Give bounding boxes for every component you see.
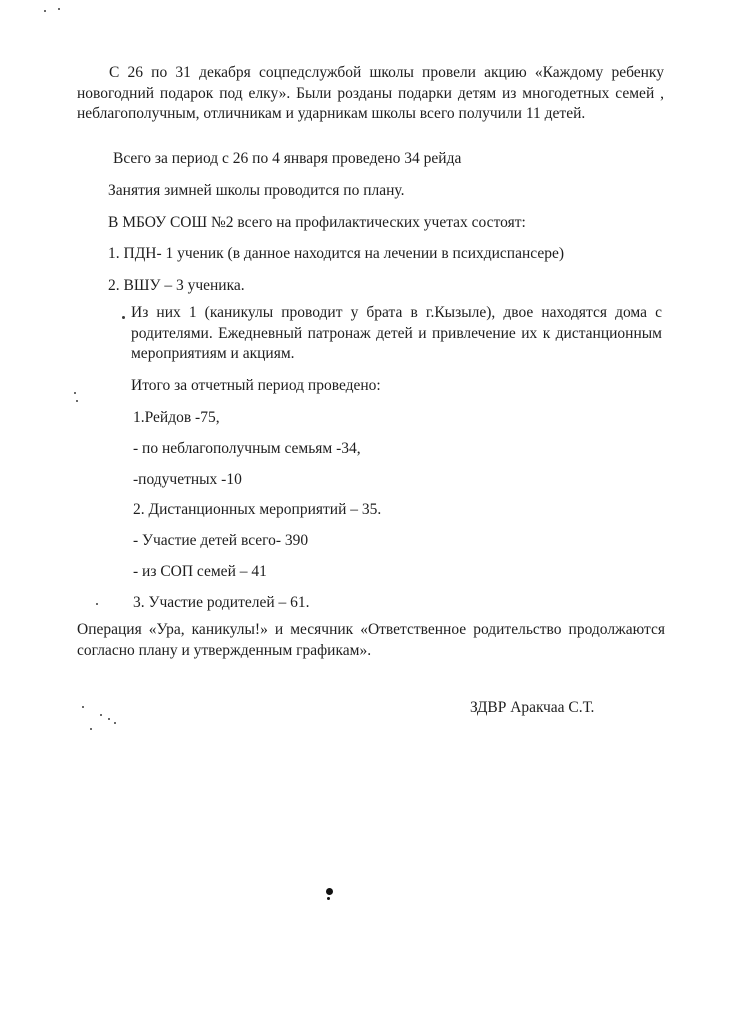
raids-total: Всего за период с 26 по 4 января проведено 34 рейда [113,150,462,167]
scan-speck [58,8,60,10]
summary-item: 3. Участие родителей – 61. [133,594,310,611]
scan-speck [326,888,333,895]
scan-speck [74,392,76,394]
summary-item: 2. Дистанционных мероприятий – 35. [133,501,382,518]
registration-header: В МБОУ СОШ №2 всего на профилактических учетах состоят: [108,214,526,231]
scan-speck [82,706,84,708]
summary-item: - по неблагополучным семьям -34, [133,440,361,457]
winter-school-note: Занятия зимней школы проводится по плану. [108,182,405,199]
registration-item: 2. ВШУ – 3 ученика. [108,277,245,294]
scan-speck [90,728,92,730]
scan-speck [108,718,110,720]
closing-paragraph: Операция «Ура, каникулы!» и месячник «Ответственное родительство продолжаются согласно плану и утвержденным графикам». [77,621,665,659]
scan-speck [100,714,102,716]
signature: ЗДВР Аракчаа С.Т. [470,699,595,716]
scan-speck [44,10,46,12]
intro-paragraph: С 26 по 31 декабря соцпедслужбой школы провели акцию «Каждому ребенку новогодний подарок под елку». Были розданы подарки детям из многодетных семей , неблагополучным, отличникам и ударникам школы всего получили 11 детей. [77,64,664,122]
scan-speck [122,316,125,319]
scan-speck [76,400,78,402]
vshu-details: Из них 1 (каникулы проводит у брата в г.Кызыле), двое находятся дома с родителями. Ежедневный патронаж детей и привлечение их к дистанционным мероприятиям и акциям. [131,304,662,362]
scan-speck [327,897,330,900]
scan-speck [114,722,116,724]
summary-item: - Участие детей всего- 390 [133,532,309,549]
summary-item: - из СОП семей – 41 [133,563,267,580]
scan-speck [96,603,98,605]
summary-item: -подучетных -10 [133,471,242,488]
summary-header: Итого за отчетный период проведено: [131,377,381,394]
registration-item: 1. ПДН- 1 ученик (в данное находится на лечении в психдиспансере) [108,245,565,262]
summary-item: 1.Рейдов -75, [133,409,220,426]
